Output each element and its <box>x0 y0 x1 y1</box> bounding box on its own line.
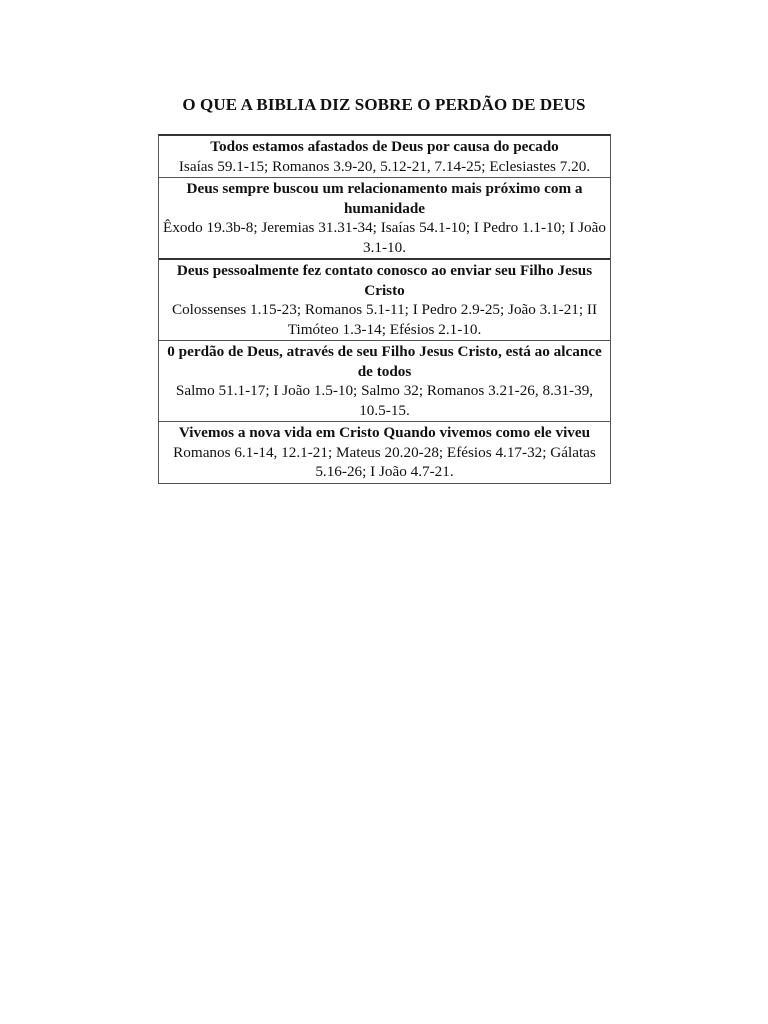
topic-heading: Todos estamos afastados de Deus por causa do pecado <box>210 138 559 155</box>
topic-row <box>159 340 610 421</box>
page-title: O QUE A BIBLIA DIZ SOBRE O PERDÃO DE DEUS <box>182 95 586 114</box>
topic-heading: 0 perdão de Deus, através de seu Filho Jesus Cristo, está ao alcance de todos <box>167 343 602 380</box>
topic-row <box>159 177 610 258</box>
topic-references: Colossenses 1.15-23; Romanos 5.1-11; I Pedro 2.9-25; João 3.1-21; II Timóteo 1.3-14; Efésios 2.1-10. <box>171 301 598 338</box>
topic-references: Romanos 6.1-14, 12.1-21; Mateus 20.20-28; Efésios 4.17-32; Gálatas 5.16-26; I João 4.7-21. <box>173 443 596 480</box>
topic-row <box>159 258 610 340</box>
topic-references: Salmo 51.1-17; I João 1.5-10; Salmo 32; Romanos 3.21-26, 8.31-39, 10.5-15. <box>175 382 594 419</box>
topic-heading: Deus pessoalmente fez contato conosco ao enviar seu Filho Jesus Cristo <box>176 262 593 299</box>
topic-references: Isaías 59.1-15; Romanos 3.9-20, 5.12-21, 7.14-25; Eclesiastes 7.20. <box>178 157 591 175</box>
topic-heading: Deus sempre buscou um relacionamento mais próximo com a humanidade <box>186 180 583 217</box>
topic-row <box>159 136 610 177</box>
topic-heading: Vivemos a nova vida em Cristo Quando vivemos como ele viveu <box>178 424 591 441</box>
topics-table <box>158 134 611 484</box>
topic-references: Êxodo 19.3b-8; Jeremias 31.31-34; Isaías 54.1-10; I Pedro 1.1-10; I João 3.1-10. <box>163 219 606 256</box>
topic-row <box>159 421 610 483</box>
